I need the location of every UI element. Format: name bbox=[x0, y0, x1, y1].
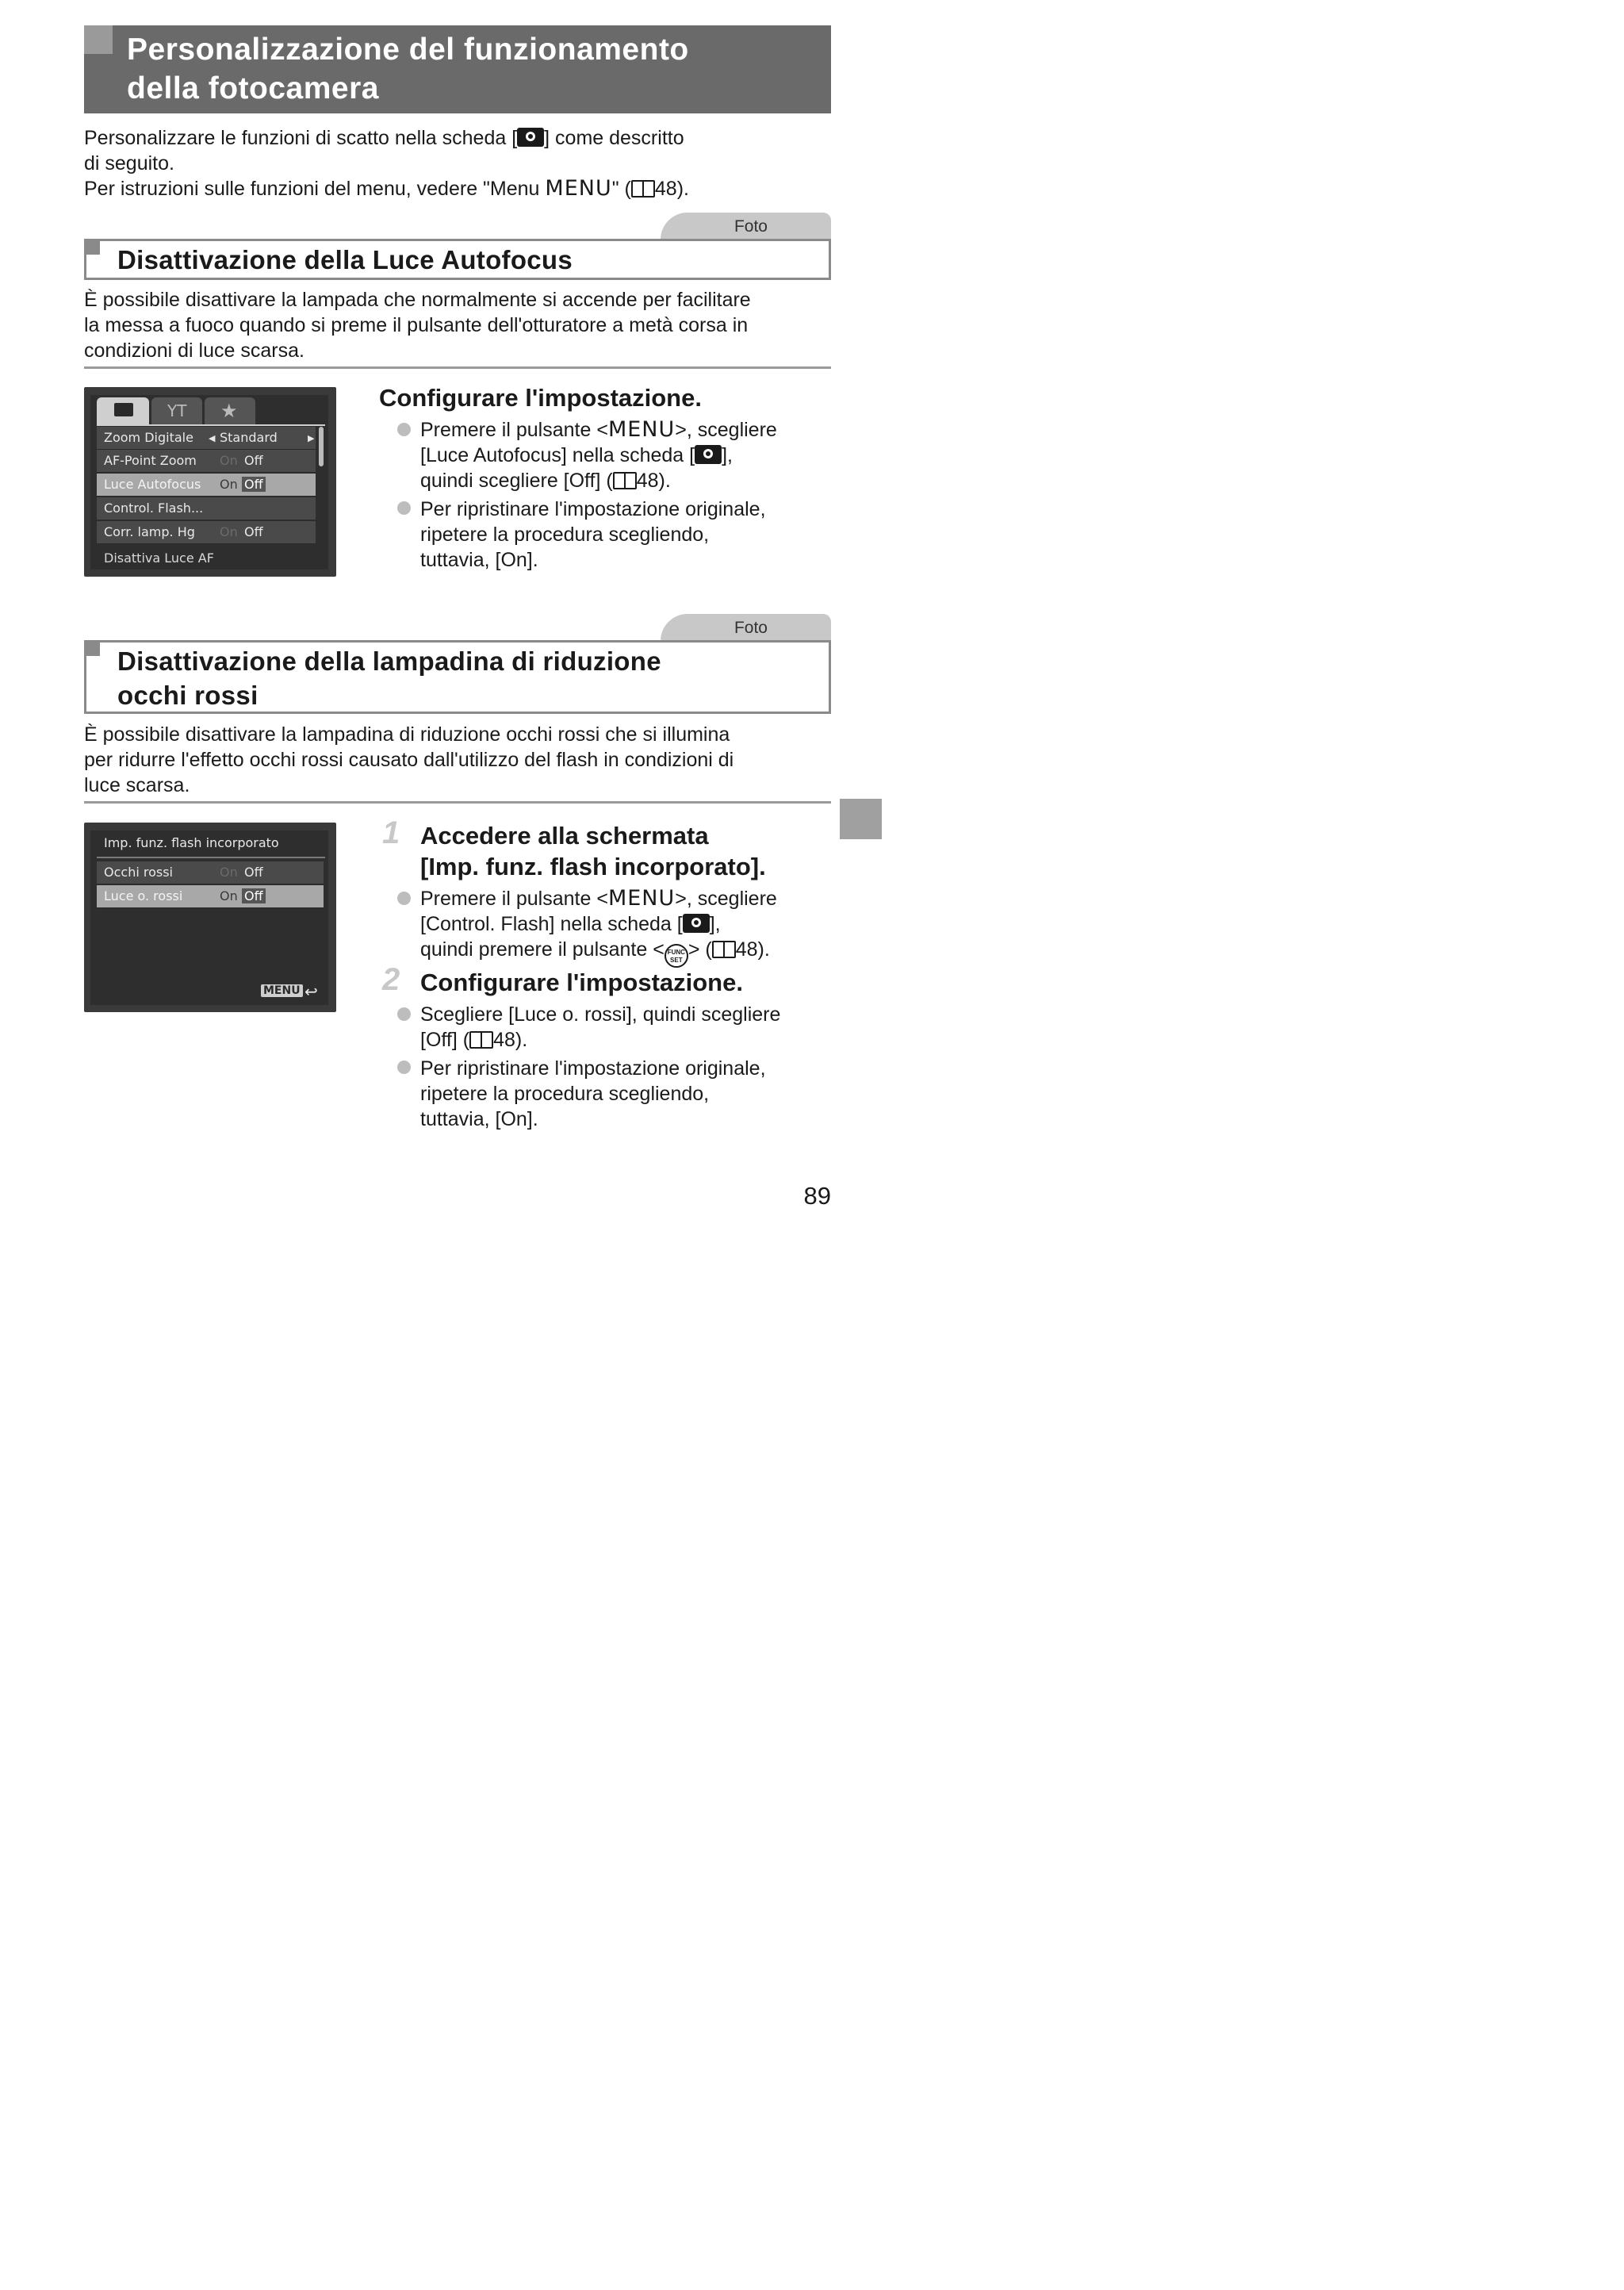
lcd-right-arrow-icon: ▶ bbox=[308, 433, 315, 443]
step-bullet: Premere il pulsante <MENU>, scegliere [Control. Flash] nella scheda [ ], quindi premere il pulsante < FUNC SET > ( 48). bbox=[420, 886, 825, 968]
bullet-dot bbox=[397, 501, 411, 515]
step-bullet: Per ripristinare l'impostazione originale, ripetere la procedura scegliendo, tuttavia, [On]. bbox=[420, 498, 766, 571]
lcd-menu-row: Corr. lamp. Hg On Off bbox=[97, 521, 316, 544]
lcd-tab-mymenu bbox=[205, 397, 255, 424]
step-heading: Configurare l'impostazione. bbox=[379, 384, 702, 412]
step-number: 1 bbox=[382, 815, 400, 850]
step-number: 2 bbox=[382, 962, 400, 997]
section-divider bbox=[84, 366, 831, 369]
book-reference-icon bbox=[712, 941, 736, 958]
section-corner-mark bbox=[84, 239, 100, 255]
bullet-dot bbox=[397, 1061, 411, 1074]
chapter-side-tab bbox=[840, 799, 882, 839]
step-heading: Configurare l'impostazione. bbox=[420, 969, 743, 996]
lcd-star-icon: ★ bbox=[220, 400, 238, 422]
step-bullet: Premere il pulsante <MENU>, scegliere [Luce Autofocus] nella scheda [ ], quindi scegliere [Off] ( 48). bbox=[420, 417, 777, 492]
section-title: Disattivazione della lampadina di riduzione occhi rossi bbox=[117, 646, 661, 710]
section-title: Disattivazione della Luce Autofocus bbox=[117, 245, 573, 274]
book-reference-icon bbox=[631, 180, 655, 198]
section-description: È possibile disattivare la lampada che normalmente si accende per facilitare la messa a fuoco quando si preme il pulsante dell'otturatore a metà corsa in condizioni di luce scarsa. bbox=[84, 289, 751, 362]
lcd-menu-row-selected: Luce o. rossi On Off bbox=[97, 885, 324, 908]
lcd-camera-icon bbox=[114, 403, 133, 416]
lcd-tools-icon: ΥΤ bbox=[167, 401, 187, 420]
menu-button-glyph: MENU bbox=[545, 176, 612, 201]
lcd-menu-badge: MENU bbox=[261, 984, 303, 997]
menu-button-glyph: MENU bbox=[607, 886, 676, 911]
lcd-tab-shooting bbox=[97, 397, 149, 424]
bullet-dot bbox=[397, 423, 411, 436]
lcd-screen-title: Imp. funz. flash incorporato bbox=[104, 835, 279, 850]
lcd-menu-row: Control. Flash... bbox=[97, 497, 316, 520]
step-heading: Accedere alla schermata [Imp. funz. flash incorporato]. bbox=[420, 822, 766, 880]
page-title: Personalizzazione del funzionamento della fotocamera bbox=[127, 33, 689, 105]
section-divider bbox=[84, 801, 831, 804]
menu-button-glyph: MENU bbox=[607, 417, 676, 442]
lcd-hint-text: Disattiva Luce AF bbox=[104, 550, 214, 566]
bullet-dot bbox=[397, 892, 411, 905]
camera-tab-icon bbox=[683, 914, 710, 933]
lcd-left-arrow-icon: ◀ bbox=[209, 433, 216, 443]
foto-mode-label: Foto bbox=[733, 619, 768, 637]
bullet-dot bbox=[397, 1007, 411, 1021]
section-corner-mark bbox=[84, 640, 100, 656]
lcd-return-arrow-icon: ↩ bbox=[304, 982, 318, 1001]
func-set-button-icon: FUNC SET bbox=[665, 944, 688, 968]
lcd-tab-setup bbox=[151, 397, 202, 424]
lcd-menu-row: Occhi rossi On Off bbox=[97, 861, 324, 884]
step-bullet: Per ripristinare l'impostazione originale, ripetere la procedura scegliendo, tuttavia, [On]. bbox=[420, 1057, 766, 1130]
intro-text: Personalizzare le funzioni di scatto nella scheda [ ] come descritto di seguito. Per istruzioni sulle funzioni del menu, vedere "Menu MENU" ( 48). bbox=[84, 127, 689, 201]
camera-tab-icon bbox=[695, 445, 722, 464]
lcd-menu-row-selected: Luce Autofocus On Off bbox=[97, 474, 316, 497]
foto-mode-label: Foto bbox=[733, 217, 768, 236]
step-bullet: Scegliere [Luce o. rossi], quindi scegliere [Off] ( 48). bbox=[420, 1003, 781, 1051]
page-number: 89 bbox=[803, 1182, 831, 1210]
book-reference-icon bbox=[613, 472, 637, 489]
lcd-menu-row: AF-Point Zoom On Off bbox=[97, 450, 316, 473]
section-description: È possibile disattivare la lampadina di riduzione occhi rossi che si illumina per ridurre l'effetto occhi rossi causato dall'utilizzo del flash in condizioni di luce scarsa. bbox=[84, 723, 734, 796]
camera-tab-icon bbox=[517, 128, 544, 147]
book-reference-icon bbox=[469, 1031, 493, 1049]
banner-corner-square bbox=[84, 25, 113, 54]
lcd-menu-row: Zoom Digitale ◀ Standard ▶ bbox=[97, 427, 316, 450]
lcd-scrollbar bbox=[319, 427, 324, 466]
